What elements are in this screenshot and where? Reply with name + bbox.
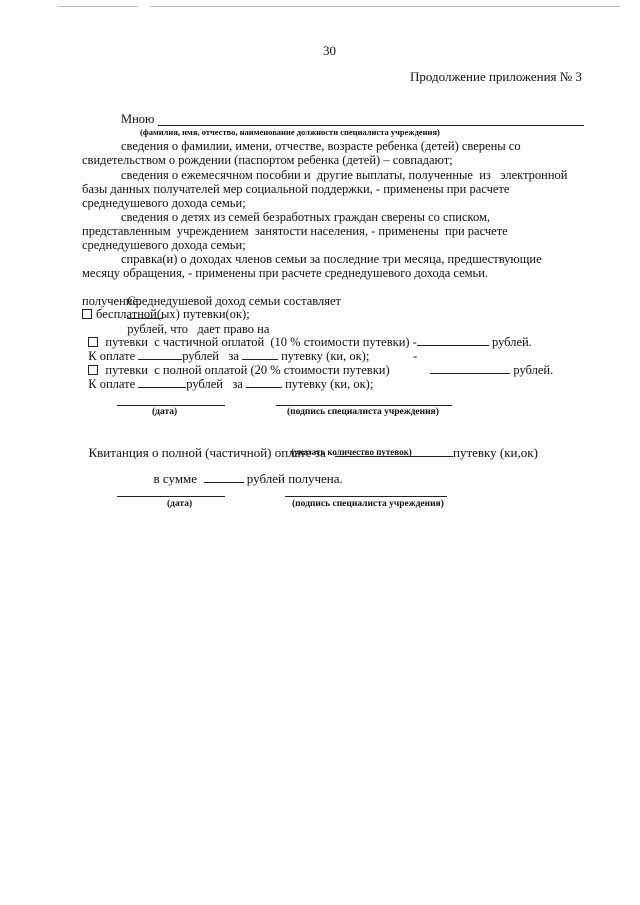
option-free-voucher: бесплатной(ых) путевки(ок);	[82, 307, 250, 321]
p2-line-2: базы данных получателей мер социальной поддержки, - применены при расчете	[82, 182, 510, 196]
receipt-caption: (указать количество путевок)	[291, 447, 412, 457]
pay-line-2: К оплате рублей за путевку (ки, ок);	[88, 377, 374, 391]
full-amount-blank	[430, 363, 510, 374]
full-payment-amount: рублей.	[424, 349, 553, 377]
receipt-line-1: Квитанция о полной (частичной) оплате за путевку (ки,ок)	[88, 445, 538, 460]
p1-line-1: сведения о фамилии, имени, отчестве, возрасте ребенка (детей) сверены со	[121, 139, 521, 153]
p3-line-3: среднедушевого дохода семьи;	[82, 238, 246, 252]
option-full-payment: путевки с полной оплатой (20 % стоимости путевки)	[82, 349, 390, 377]
date-caption-2: (дата)	[167, 499, 193, 509]
name-caption: (фамилия, имя, отчество, наименование должности специалиста учреждения)	[140, 127, 440, 137]
signature-caption-1: (подпись специалиста учреждения)	[287, 407, 439, 417]
signature-line-1	[276, 405, 452, 406]
p2-line-3: среднедушевого дохода семьи;	[82, 196, 246, 210]
receipt-line-2: в сумме рублей получена.	[153, 471, 343, 486]
p4-line-1: справка(и) о доходах членов семьи за последние три месяца, предшествующие	[121, 252, 542, 266]
date-caption-1: (дата)	[152, 407, 178, 417]
name-line	[158, 125, 584, 126]
signature-line-2	[285, 496, 447, 497]
p1-line-2: свидетельством о рождении (паспортом ребенка (детей) – совпадают;	[82, 153, 453, 167]
page-number: 30	[323, 43, 336, 58]
full-payment-dash: -	[413, 349, 418, 363]
partial-amount-blank	[417, 335, 489, 346]
scan-top-rule-right	[150, 6, 620, 7]
p2-line-1: сведения о ежемесячном пособии и другие выплаты, полученные из электронной	[121, 168, 568, 182]
p3-line-1: сведения о детях из семей безработных граждан сверены со списком,	[121, 210, 491, 224]
pay2-amount-blank	[138, 377, 186, 388]
pay-line-1: К оплате рублей за путевку (ки, ок);	[88, 349, 370, 363]
appendix-continuation: Продолжение приложения № 3	[410, 69, 582, 84]
date-line-1	[117, 405, 225, 406]
p3-line-2: представленным учреждением занятости населения, - применены при расчете	[82, 224, 508, 238]
income-line-1: Среднедушевой доход семьи составляет рублей, что дает право на	[127, 294, 341, 336]
signature-caption-2: (подпись специалиста учреждения)	[292, 499, 444, 509]
scan-top-rule-left	[58, 6, 138, 7]
p4-line-2: месяцу обращения, - применены при расчете среднедушевого дохода семьи.	[82, 266, 489, 280]
option-partial-payment: путевки с частичной оплатой (10 % стоимости путевки) - рублей.	[82, 321, 532, 349]
checkbox-free-voucher	[82, 309, 92, 319]
receipt-sum-blank	[204, 472, 244, 483]
pay2-count-blank	[246, 377, 282, 388]
date-line-2	[117, 496, 225, 497]
by-me-label: Мною	[121, 112, 155, 126]
income-line-2: получение:	[82, 294, 142, 308]
